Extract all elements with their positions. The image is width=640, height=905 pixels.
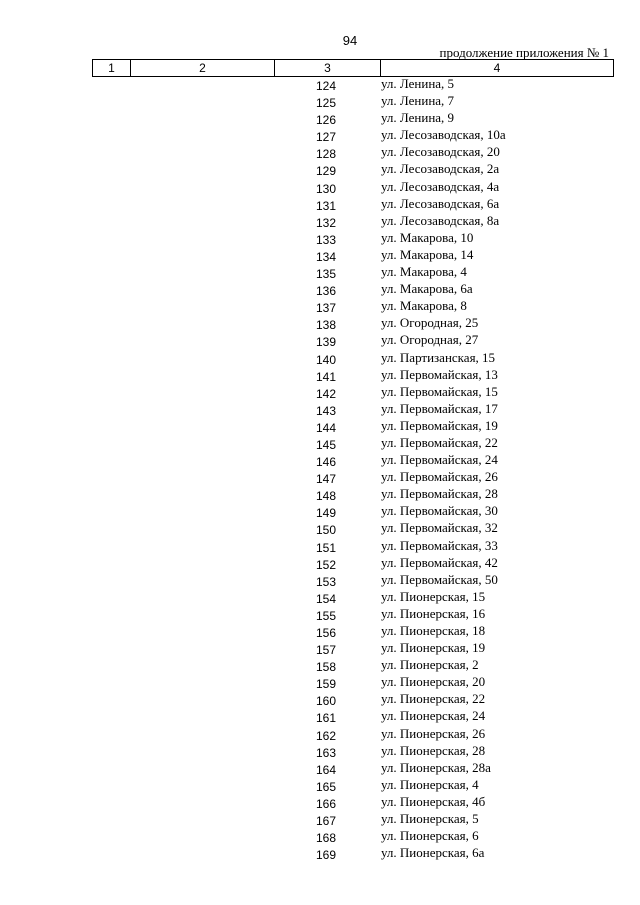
- row-address: ул. Лесозаводская, 4а: [381, 178, 500, 194]
- row-number: 169: [315, 848, 337, 863]
- row-address: ул. Пионерская, 4б: [381, 793, 486, 809]
- table-row: [0, 828, 640, 845]
- column-header-1: 1: [93, 60, 131, 77]
- row-number: 158: [315, 660, 337, 675]
- table-row: [0, 555, 640, 572]
- row-number: 147: [315, 472, 337, 487]
- page-number: 94: [342, 33, 358, 48]
- row-address: ул. Первомайская, 15: [381, 383, 498, 399]
- row-address: ул. Макарова, 10: [381, 229, 474, 245]
- row-number: 156: [315, 626, 337, 640]
- column-header-4: 4: [381, 60, 614, 77]
- address-list: [0, 76, 640, 862]
- table-row: [0, 401, 640, 418]
- row-number: 157: [315, 643, 337, 658]
- row-number: 125: [315, 96, 337, 111]
- table-row: [0, 589, 640, 606]
- row-address: ул. Макарова, 8: [381, 298, 467, 314]
- table-row: [0, 623, 640, 640]
- row-address: ул. Пионерская, 2: [381, 657, 479, 673]
- row-address: ул. Ленина, 5: [381, 76, 455, 91]
- column-header-row: [93, 60, 614, 77]
- table-row: [0, 127, 640, 144]
- table-row: [0, 606, 640, 623]
- table-row: [0, 657, 640, 674]
- row-number: 160: [315, 694, 337, 709]
- row-address: ул. Макарова, 4: [381, 264, 467, 280]
- table-row: [0, 367, 640, 384]
- row-number: 141: [315, 369, 337, 384]
- row-number: 145: [315, 437, 337, 452]
- table-row: [0, 486, 640, 503]
- column-header-2: 2: [131, 60, 275, 77]
- table-row: [0, 230, 640, 247]
- row-address: ул. Пионерская, 18: [381, 623, 486, 638]
- row-address: ул. Первомайская, 26: [381, 469, 498, 485]
- table-row: [0, 384, 640, 401]
- row-number: 124: [315, 79, 337, 93]
- row-number: 139: [315, 335, 337, 350]
- table-row: [0, 503, 640, 520]
- table-row: [0, 691, 640, 708]
- row-number: 134: [315, 249, 337, 264]
- table-row: [0, 452, 640, 469]
- row-address: ул. Пионерская, 28: [381, 742, 486, 758]
- row-address: ул. Ленина, 9: [381, 110, 455, 126]
- row-address: ул. Партизанская, 15: [381, 349, 496, 365]
- row-address: ул. Первомайская, 24: [381, 452, 498, 468]
- row-address: ул. Первомайская, 17: [381, 400, 498, 416]
- table-row: [0, 247, 640, 264]
- row-address: ул. Пионерская, 16: [381, 605, 486, 621]
- row-address: ул. Пионерская, 4: [381, 776, 479, 792]
- table-row: [0, 281, 640, 298]
- row-number: 155: [315, 608, 337, 623]
- row-number: 129: [315, 164, 337, 179]
- row-number: 167: [315, 814, 337, 829]
- table-row: [0, 315, 640, 332]
- table-row: [0, 179, 640, 196]
- row-address: ул. Макарова, 14: [381, 246, 474, 262]
- row-address: ул. Пионерская, 19: [381, 640, 486, 656]
- table-row: [0, 264, 640, 281]
- row-number: 143: [315, 403, 337, 418]
- table-row: [0, 572, 640, 589]
- table-row: [0, 469, 640, 486]
- row-number: 159: [315, 677, 337, 692]
- row-address: ул. Первомайская, 28: [381, 486, 498, 502]
- table-row: [0, 794, 640, 811]
- table-row: [0, 743, 640, 760]
- row-number: 127: [315, 130, 337, 145]
- row-address: ул. Пионерская, 28а: [381, 759, 491, 775]
- row-address: ул. Первомайская, 13: [381, 366, 498, 382]
- row-number: 148: [315, 489, 337, 504]
- row-address: ул. Лесозаводская, 10а: [381, 127, 506, 143]
- table-row: [0, 418, 640, 435]
- row-address: ул. Лесозаводская, 8а: [381, 212, 500, 228]
- row-address: ул. Первомайская, 22: [381, 434, 498, 450]
- row-address: ул. Первомайская, 19: [381, 417, 498, 433]
- row-number: 150: [315, 523, 337, 538]
- table-row: [0, 298, 640, 315]
- table-row: [0, 726, 640, 743]
- row-address: ул. Огородная, 27: [381, 332, 479, 348]
- table-row: [0, 520, 640, 537]
- row-number: 138: [315, 318, 337, 333]
- row-address: ул. Пионерская, 24: [381, 708, 486, 724]
- row-number: 131: [315, 198, 337, 213]
- row-number: 128: [315, 147, 337, 162]
- row-number: 162: [315, 728, 337, 743]
- row-number: 152: [315, 557, 337, 572]
- row-number: 168: [315, 831, 337, 846]
- row-number: 137: [315, 301, 337, 316]
- row-address: ул. Ленина, 7: [381, 93, 455, 109]
- row-number: 163: [315, 745, 337, 760]
- row-address: ул. Лесозаводская, 20: [381, 144, 500, 160]
- column-header-3: 3: [275, 60, 381, 77]
- row-address: ул. Пионерская, 15: [381, 588, 486, 604]
- row-address: ул. Лесозаводская, 6а: [381, 195, 500, 211]
- row-number: 151: [315, 540, 337, 555]
- table-row: [0, 213, 640, 230]
- row-address: ул. Первомайская, 50: [381, 571, 498, 587]
- row-address: ул. Пионерская, 6а: [381, 845, 485, 861]
- row-number: 149: [315, 506, 337, 521]
- table-row: [0, 538, 640, 555]
- row-number: 153: [315, 574, 337, 589]
- row-number: 132: [315, 215, 337, 230]
- row-address: ул. Пионерская, 5: [381, 811, 479, 827]
- row-number: 164: [315, 762, 337, 777]
- row-address: ул. Макарова, 6а: [381, 281, 473, 297]
- row-number: 140: [315, 352, 337, 367]
- row-address: ул. Пионерская, 6: [381, 828, 479, 844]
- table-row: [0, 196, 640, 213]
- row-number: 130: [315, 181, 337, 196]
- row-number: 144: [315, 420, 337, 435]
- table-row: [0, 708, 640, 725]
- table-row: [0, 161, 640, 178]
- row-number: 146: [315, 455, 337, 470]
- row-number: 165: [315, 779, 337, 794]
- row-number: 126: [315, 113, 337, 128]
- row-address: ул. Первомайская, 30: [381, 503, 498, 519]
- table-row: [0, 811, 640, 828]
- row-number: 166: [315, 796, 337, 811]
- row-address: ул. Пионерская, 20: [381, 674, 486, 690]
- table-row: [0, 144, 640, 161]
- row-address: ул. Огородная, 25: [381, 315, 479, 331]
- row-number: 161: [315, 711, 337, 726]
- table-row: [0, 110, 640, 127]
- table-row: [0, 93, 640, 110]
- row-number: 142: [315, 386, 337, 401]
- table-row: [0, 76, 640, 93]
- row-number: 136: [315, 284, 337, 299]
- continuation-note: продолжение приложения № 1: [439, 45, 609, 60]
- row-address: ул. Пионерская, 22: [381, 691, 486, 707]
- row-number: 154: [315, 591, 337, 606]
- row-number: 135: [315, 267, 337, 282]
- column-header-table: [92, 59, 614, 77]
- row-address: ул. Первомайская, 33: [381, 537, 498, 553]
- row-address: ул. Первомайская, 42: [381, 554, 498, 570]
- table-row: [0, 674, 640, 691]
- table-row: [0, 350, 640, 367]
- table-row: [0, 760, 640, 777]
- table-row: [0, 640, 640, 657]
- row-address: ул. Первомайская, 32: [381, 520, 498, 536]
- table-row: [0, 777, 640, 794]
- table-row: [0, 435, 640, 452]
- row-number: 133: [315, 232, 337, 247]
- table-row: [0, 332, 640, 349]
- row-address: ул. Пионерская, 26: [381, 725, 486, 741]
- row-address: ул. Лесозаводская, 2а: [381, 161, 500, 177]
- table-row: [0, 845, 640, 862]
